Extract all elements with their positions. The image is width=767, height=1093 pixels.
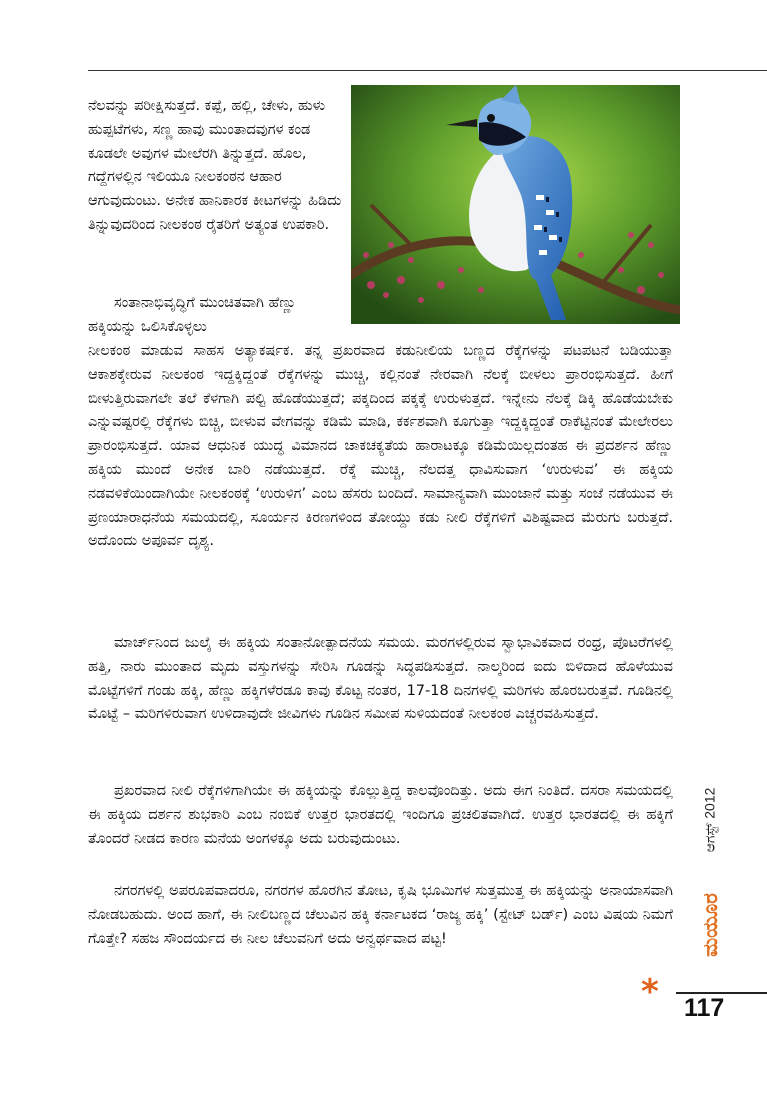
asterisk-ornament: *	[641, 972, 659, 1012]
magazine-title-text: ಮಯೂರ	[698, 893, 722, 957]
issue-date	[690, 770, 730, 870]
paragraph-2-rest: ನೀಲಕಂಠ ಮಾಡುವ ಸಾಹಸ ಅತ್ಯಾಕರ್ಷಕ. ತನ್ನ ಪ್ರಖರವಾದ ಕಡುನೀಲಿಯ ಬಣ್ಣದ ರೆಕ್ಕೆಗಳನ್ನು ಪಟಪಟನೆ ಬಡಿಯುತ್ತಾ ಆಕಾಶಕ್ಕೇರುವ ನೀಲಕಂಠ ಇದ್ದಕ್ಕಿದ್ದಂತೆ ರೆಕ್ಕೆಗಳನ್ನು ಮುಚ್ಚಿ, ಕಲ್ಲಿನಂತೆ ನೇರವಾಗಿ ನೆಲಕ್ಕೆ ಬೀಳಲು ಪ್ರಾರಂಭಿಸುತ್ತದೆ. ಹೀಗೆ ಬೀಳುತ್ತಿರುವಾಗಲೇ ತಲೆ ಕೆಳಗಾಗಿ ಪಲ್ಟಿ ಹೊಡೆಯುತ್ತದೆ; ಪಕ್ಕದಿಂದ ಪಕ್ಕಕ್ಕೆ ಉರುಳುತ್ತದೆ. ಇನ್ನೇನು ನೆಲಕ್ಕೆ ಡಿಕ್ಕಿ ಹೊಡೆಯಬೇಕು ಎನ್ನುವಷ್ಟರಲ್ಲಿ ರೆಕ್ಕೆಗಳು ಬಿಚ್ಚಿ, ಬೀಳುವ ವೇಗವನ್ನು ಕಡಿಮೆ ಮಾಡಿ, ಕರ್ಕಶವಾಗಿ ಕೂಗುತ್ತಾ ಇದ್ದಕ್ಕಿದ್ದಂತೆ ರಾಕೆಟ್ಟಿನಂತೆ ಮೇಲೇರಲು ಪ್ರಾರಂಭಿಸುತ್ತದೆ. ಯಾವ ಆಧುನಿಕ ಯುದ್ಧ ವಿಮಾನದ ಚಾಕಚಕ್ಯತೆಯ ಹಾರಾಟಕ್ಕೂ ಕಡಿಮೆಯಿಲ್ಲದಂತಹ ಈ ಪ್ರದರ್ಶನ ಹೆಣ್ಣು ಹಕ್ಕಿಯ ಮುಂದೆ ಅನೇಕ ಬಾರಿ ನಡೆಯುತ್ತದೆ. ರೆಕ್ಕೆ ಮುಚ್ಚಿ, ನೆಲದತ್ತ ಧಾವಿಸುವಾಗ ‘ಉರುಳುವ’ ಈ ಹಕ್ಕಿಯ ನಡವಳಿಕೆಯಿಂದಾಗಿಯೇ ನೀಲಕಂಠಕ್ಕೆ ‘ಉರುಳಿಗ’ ಎಂಬ ಹೆಸರು ಬಂದಿದೆ. ಸಾಮಾನ್ಯವಾಗಿ ಮುಂಜಾನೆ ಮತ್ತು ಸಂಜೆ ನಡೆಯುವ ಈ ಪ್ರಣಯಾರಾಧನೆಯ ಸಮಯದಲ್ಲಿ, ಸೂರ್ಯನ ಕಿರಣಗಳಿಂದ ತೋಯ್ದು ಕಡು ನೀಲಿ ರೆಕ್ಕೆಗಳಿಗೆ ವಿಶಿಷ್ಟವಾದ ಮೆರುಗು ಬರುತ್ತದೆ. ಅದೊಂದು ಅಪೂರ್ವ ದೃಶ್ಯ.	[88, 343, 673, 550]
paragraph-2-lead: ಸಂತಾನಾಭಿವೃದ್ಧಿಗೆ ಮುಂಚಿತವಾಗಿ ಹೆಣ್ಣು ಹಕ್ಕಿಯನ್ನು ಒಲಿಸಿಕೊಳ್ಳಲು	[88, 295, 297, 335]
issue-date-label: ಆಗಸ್ಟ್ 2012	[701, 787, 718, 853]
page-number: 117	[684, 994, 725, 1022]
paragraph-5: ನಗರಗಳಲ್ಲಿ ಅಪರೂಪವಾದರೂ, ನಗರಗಳ ಹೊರಗಿನ ತೋಟ, ಕೃಷಿ ಭೂಮಿಗಳ ಸುತ್ತಮುತ್ತ ಈ ಹಕ್ಕಿಯನ್ನು ಅನಾಯಾಸವಾಗಿ ನೋಡಬಹುದು. ಅಂದ ಹಾಗೆ, ಈ ನೀಲಿಬಣ್ಣದ ಚೆಲುವಿನ ಹಕ್ಕಿ ಕರ್ನಾಟಕದ ‘ರಾಜ್ಯ ಹಕ್ಕಿ’ (ಸ್ಟೇಟ್ ಬರ್ಡ್) ಎಂಬ ವಿಷಯ ನಿಮಗೆ ಗೊತ್ತೇ? ಸಹಜ ಸೌಂದರ್ಯದ ಈ ನೀಲ ಚೆಲುವನಿಗೆ ಅದು ಅನ್ವರ್ಥವಾದ ಪಟ್ಟ!	[88, 883, 673, 947]
blue-jay-photo	[351, 85, 680, 324]
paragraph-1: ನೆಲವನ್ನು ಪರೀಕ್ಷಿಸುತ್ತದೆ. ಕಪ್ಪೆ, ಹಲ್ಲಿ, ಚೇಳು, ಹುಳು ಹುಪ್ಪಟೆಗಳು, ಸಣ್ಣ ಹಾವು ಮುಂತಾದವುಗಳ ಕಂಡ ಕೂಡಲೇ ಅವುಗಳ ಮೇಲೆರಗಿ ತಿನ್ನುತ್ತದೆ. ಹೊಲ, ಗದ್ದೆಗಳಲ್ಲಿನ ಇಲಿಯೂ ನೀಲಕಂಠನ ಆಹಾರ ಆಗುವುದುಂಟು. ಅನೇಕ ಹಾನಿಕಾರಕ ಕೀಟಗಳನ್ನು ಹಿಡಿದು ತಿನ್ನುವುದರಿಂದ ನೀಲಕಂಠ ರೈತರಿಗೆ ಅತ್ಯಂತ ಉಪಕಾರಿ.	[88, 98, 342, 233]
paragraph-3: ಮಾರ್ಚ್‌ನಿಂದ ಜುಲೈ ಈ ಹಕ್ಕಿಯ ಸಂತಾನೋತ್ಪಾದನೆಯ ಸಮಯ. ಮರಗಳಲ್ಲಿರುವ ಸ್ವಾಭಾವಿಕವಾದ ರಂಧ್ರ, ಪೊಟರೆಗಳಲ್ಲಿ ಹತ್ತಿ, ನಾರು ಮುಂತಾದ ಮೃದು ವಸ್ತುಗಳನ್ನು ಸೇರಿಸಿ ಗೂಡನ್ನು ಸಿದ್ಧಪಡಿಸುತ್ತದೆ. ನಾಲ್ಕರಿಂದ ಐದು ಬಿಳಿದಾದ ಹೊಳೆಯುವ ಮೊಟ್ಟೆಗಳಿಗೆ ಗಂಡು ಹಕ್ಕಿ, ಹೆಣ್ಣು ಹಕ್ಕಿಗಳೆರಡೂ ಕಾವು ಕೊಟ್ಟ ನಂತರ, 17-18 ದಿನಗಳಲ್ಲಿ ಮರಿಗಳು ಹೊರಬರುತ್ತವೆ. ಗೂಡಿನಲ್ಲಿ ಮೊಟ್ಟೆ – ಮರಿಗಳಿರುವಾಗ ಉಳಿದಾವುದೇ ಜೀವಿಗಳು ಗೂಡಿನ ಸಮೀಪ ಸುಳಿಯದಂತೆ ನೀಲಕಂಠ ಎಚ್ಚರವಹಿಸುತ್ತದೆ.	[88, 635, 673, 723]
blue-jay-illustration	[351, 85, 680, 324]
paragraph-4: ಪ್ರಖರವಾದ ನೀಲಿ ರೆಕ್ಕೆಗಳಿಗಾಗಿಯೇ ಈ ಹಕ್ಕಿಯನ್ನು ಕೊಲ್ಲುತ್ತಿದ್ದ ಕಾಲವೊಂದಿತ್ತು. ಅದು ಈಗ ನಿಂತಿದೆ. ದಸರಾ ಸಮಯದಲ್ಲಿ ಈ ಹಕ್ಕಿಯ ದರ್ಶನ ಶುಭಕಾರಿ ಎಂಬ ನಂಬಿಕೆ ಉತ್ತರ ಭಾರತದಲ್ಲಿ ಇಂದಿಗೂ ಪ್ರಚಲಿತವಾಗಿದೆ. ಉತ್ತರ ಭಾರತದಲ್ಲಿ ಈ ಹಕ್ಕಿಗೆ ತೊಂದರೆ ನೀಡದ ಕಾರಣ ಮನೆಯ ಅಂಗಳಕ್ಕೂ ಅದು ಬರುವುದುಂಟು.	[88, 783, 673, 847]
magazine-title	[695, 880, 725, 970]
magazine-title-logo	[695, 880, 725, 970]
top-rule	[88, 70, 767, 71]
